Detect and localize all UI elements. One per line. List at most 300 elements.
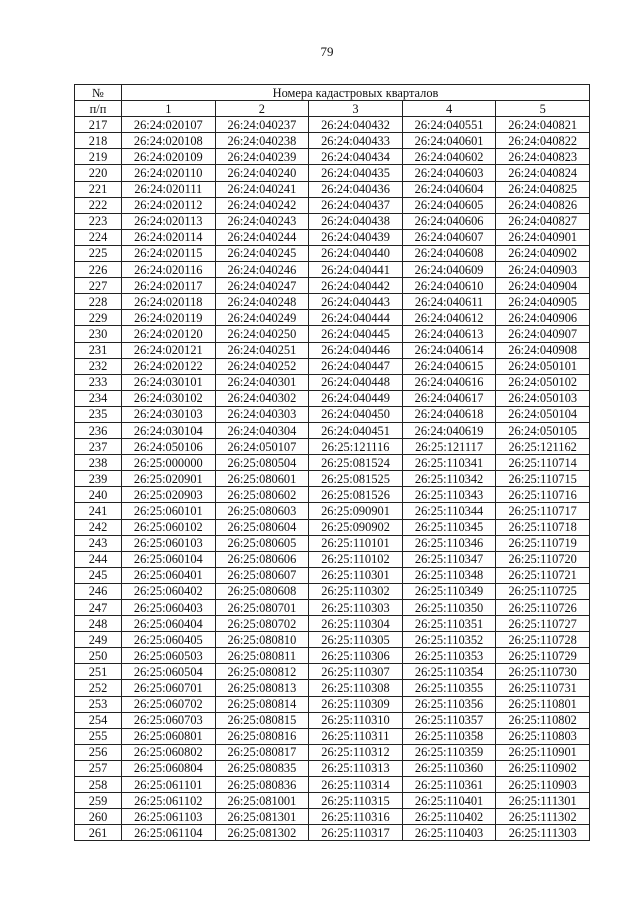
quarter-col-1: 26:25:060402	[122, 583, 216, 599]
row-number: 252	[75, 680, 122, 696]
quarter-col-5: 26:25:110719	[496, 535, 590, 551]
table-row	[75, 809, 590, 825]
quarter-col-2: 26:24:040239	[215, 149, 309, 165]
quarter-col-1: 26:25:060401	[122, 567, 216, 583]
quarter-col-2: 26:25:080605	[215, 535, 309, 551]
table-row	[75, 294, 590, 310]
quarter-col-3: 26:25:081526	[309, 487, 403, 503]
column-number-4: 4	[402, 101, 496, 117]
quarter-col-4: 26:25:110401	[402, 793, 496, 809]
quarter-col-2: 26:24:040302	[215, 390, 309, 406]
quarter-col-2: 26:24:040251	[215, 342, 309, 358]
quarter-col-3: 26:25:110302	[309, 583, 403, 599]
quarter-col-5: 26:25:110728	[496, 632, 590, 648]
header-row-top	[75, 85, 590, 101]
quarter-col-1: 26:24:020107	[122, 117, 216, 133]
quarter-col-1: 26:25:060703	[122, 712, 216, 728]
row-number: 223	[75, 213, 122, 229]
quarter-col-4: 26:24:040613	[402, 326, 496, 342]
quarter-col-1: 26:24:020112	[122, 197, 216, 213]
table-row	[75, 149, 590, 165]
quarter-col-3: 26:24:040440	[309, 245, 403, 261]
quarter-col-5: 26:25:111301	[496, 793, 590, 809]
table-row	[75, 358, 590, 374]
quarter-col-1: 26:25:060802	[122, 744, 216, 760]
quarter-col-4: 26:24:040612	[402, 310, 496, 326]
table-row	[75, 471, 590, 487]
quarter-col-4: 26:25:110345	[402, 519, 496, 535]
quarter-col-4: 26:24:040609	[402, 262, 496, 278]
row-number: 220	[75, 165, 122, 181]
quarter-col-1: 26:24:050106	[122, 439, 216, 455]
quarter-col-3: 26:24:040443	[309, 294, 403, 310]
quarter-col-4: 26:24:040614	[402, 342, 496, 358]
column-number-3: 3	[309, 101, 403, 117]
quarter-col-1: 26:25:061101	[122, 777, 216, 793]
quarter-col-1: 26:24:020114	[122, 229, 216, 245]
quarter-col-1: 26:25:060404	[122, 616, 216, 632]
cadastral-quarters-table	[74, 84, 590, 841]
quarter-col-3: 26:25:110305	[309, 632, 403, 648]
quarter-col-5: 26:25:110726	[496, 600, 590, 616]
row-number: 219	[75, 149, 122, 165]
quarter-col-3: 26:25:110301	[309, 567, 403, 583]
quarter-col-5: 26:25:110717	[496, 503, 590, 519]
quarter-col-2: 26:24:040304	[215, 422, 309, 438]
row-number: 255	[75, 728, 122, 744]
quarter-col-2: 26:24:040248	[215, 294, 309, 310]
quarter-col-3: 26:25:081524	[309, 455, 403, 471]
quarter-col-1: 26:24:020122	[122, 358, 216, 374]
quarter-col-1: 26:25:060104	[122, 551, 216, 567]
quarter-col-1: 26:24:020109	[122, 149, 216, 165]
row-number: 231	[75, 342, 122, 358]
quarter-col-4: 26:25:110403	[402, 825, 496, 841]
quarter-col-1: 26:25:060101	[122, 503, 216, 519]
quarter-col-4: 26:24:040601	[402, 133, 496, 149]
quarter-col-5: 26:25:110731	[496, 680, 590, 696]
quarter-col-3: 26:25:110317	[309, 825, 403, 841]
table-row	[75, 390, 590, 406]
quarter-col-5: 26:25:121162	[496, 439, 590, 455]
table-row	[75, 664, 590, 680]
quarter-col-5: 26:24:040901	[496, 229, 590, 245]
row-number: 243	[75, 535, 122, 551]
quarter-col-5: 26:24:040908	[496, 342, 590, 358]
quarter-col-4: 26:25:110361	[402, 777, 496, 793]
quarter-col-1: 26:24:030104	[122, 422, 216, 438]
quarter-col-4: 26:24:040610	[402, 278, 496, 294]
table-row	[75, 696, 590, 712]
quarter-col-5: 26:25:110718	[496, 519, 590, 535]
table-row	[75, 793, 590, 809]
quarter-col-5: 26:24:040826	[496, 197, 590, 213]
quarter-col-1: 26:25:060702	[122, 696, 216, 712]
table-row	[75, 422, 590, 438]
quarter-col-4: 26:24:040611	[402, 294, 496, 310]
table-row	[75, 181, 590, 197]
quarter-col-1: 26:25:060503	[122, 648, 216, 664]
quarter-col-2: 26:25:080608	[215, 583, 309, 599]
quarter-col-2: 26:24:040252	[215, 358, 309, 374]
quarter-col-3: 26:25:110307	[309, 664, 403, 680]
quarter-col-3: 26:25:110306	[309, 648, 403, 664]
quarter-col-1: 26:25:060102	[122, 519, 216, 535]
quarter-col-1: 26:24:020120	[122, 326, 216, 342]
quarter-col-2: 26:24:040244	[215, 229, 309, 245]
quarter-col-2: 26:24:040238	[215, 133, 309, 149]
quarter-col-4: 26:25:110402	[402, 809, 496, 825]
row-number: 261	[75, 825, 122, 841]
quarter-col-3: 26:25:110313	[309, 760, 403, 776]
quarter-col-3: 26:25:110316	[309, 809, 403, 825]
quarter-col-1: 26:25:060504	[122, 664, 216, 680]
quarter-col-5: 26:24:040902	[496, 245, 590, 261]
quarter-col-1: 26:25:020903	[122, 487, 216, 503]
quarter-col-4: 26:25:110360	[402, 760, 496, 776]
table-row	[75, 551, 590, 567]
row-number: 257	[75, 760, 122, 776]
row-number: 218	[75, 133, 122, 149]
quarter-col-2: 26:24:040246	[215, 262, 309, 278]
quarter-col-4: 26:25:110344	[402, 503, 496, 519]
row-number: 256	[75, 744, 122, 760]
row-number: 227	[75, 278, 122, 294]
table-row	[75, 519, 590, 535]
quarter-col-2: 26:24:040303	[215, 406, 309, 422]
row-number: 250	[75, 648, 122, 664]
table-row	[75, 760, 590, 776]
quarter-col-2: 26:25:080816	[215, 728, 309, 744]
table-row	[75, 262, 590, 278]
row-number: 221	[75, 181, 122, 197]
row-number: 235	[75, 406, 122, 422]
quarter-col-3: 26:24:040434	[309, 149, 403, 165]
row-number: 251	[75, 664, 122, 680]
table-row	[75, 728, 590, 744]
quarter-col-4: 26:24:040619	[402, 422, 496, 438]
row-number: 232	[75, 358, 122, 374]
quarter-col-3: 26:24:040444	[309, 310, 403, 326]
row-number: 244	[75, 551, 122, 567]
quarter-col-3: 26:25:110308	[309, 680, 403, 696]
header-row-bottom	[75, 101, 590, 117]
quarter-col-5: 26:25:110720	[496, 551, 590, 567]
row-number: 229	[75, 310, 122, 326]
table-row	[75, 439, 590, 455]
quarter-col-2: 26:25:080603	[215, 503, 309, 519]
quarter-col-3: 26:24:040447	[309, 358, 403, 374]
quarter-col-2: 26:25:080812	[215, 664, 309, 680]
quarter-col-3: 26:25:110314	[309, 777, 403, 793]
quarter-col-4: 26:25:110343	[402, 487, 496, 503]
quarter-col-3: 26:24:040439	[309, 229, 403, 245]
quarter-col-3: 26:25:081525	[309, 471, 403, 487]
table-row	[75, 310, 590, 326]
quarter-col-4: 26:25:110347	[402, 551, 496, 567]
quarter-col-3: 26:25:110101	[309, 535, 403, 551]
quarter-col-5: 26:25:110716	[496, 487, 590, 503]
quarter-col-5: 26:25:110721	[496, 567, 590, 583]
quarter-col-3: 26:24:040433	[309, 133, 403, 149]
quarter-col-4: 26:24:040607	[402, 229, 496, 245]
quarter-col-2: 26:25:080814	[215, 696, 309, 712]
quarter-col-3: 26:24:040436	[309, 181, 403, 197]
quarter-col-2: 26:24:040237	[215, 117, 309, 133]
table-row	[75, 455, 590, 471]
quarter-col-4: 26:25:110359	[402, 744, 496, 760]
table-row	[75, 616, 590, 632]
num-header-bottom: п/п	[75, 101, 122, 117]
column-number-5: 5	[496, 101, 590, 117]
quarter-col-2: 26:25:080504	[215, 455, 309, 471]
quarter-col-4: 26:24:040603	[402, 165, 496, 181]
quarter-col-4: 26:24:040616	[402, 374, 496, 390]
quarter-col-5: 26:24:050104	[496, 406, 590, 422]
quarter-col-2: 26:24:040242	[215, 197, 309, 213]
quarter-col-3: 26:24:040438	[309, 213, 403, 229]
table-row	[75, 278, 590, 294]
quarter-col-5: 26:24:040905	[496, 294, 590, 310]
quarter-col-5: 26:24:040823	[496, 149, 590, 165]
row-number: 222	[75, 197, 122, 213]
quarter-col-5: 26:25:110902	[496, 760, 590, 776]
quarter-col-4: 26:24:040608	[402, 245, 496, 261]
quarter-col-3: 26:24:040448	[309, 374, 403, 390]
row-number: 224	[75, 229, 122, 245]
quarter-col-1: 26:25:061102	[122, 793, 216, 809]
table-row	[75, 374, 590, 390]
table-row	[75, 165, 590, 181]
quarter-col-4: 26:25:110342	[402, 471, 496, 487]
quarter-col-5: 26:24:040824	[496, 165, 590, 181]
row-number: 246	[75, 583, 122, 599]
table-row	[75, 245, 590, 261]
table-row	[75, 213, 590, 229]
quarter-col-4: 26:24:040602	[402, 149, 496, 165]
quarter-col-4: 26:25:121117	[402, 439, 496, 455]
row-number: 237	[75, 439, 122, 455]
quarter-col-2: 26:24:040240	[215, 165, 309, 181]
quarter-col-4: 26:25:110350	[402, 600, 496, 616]
column-number-1: 1	[122, 101, 216, 117]
quarter-col-2: 26:24:040301	[215, 374, 309, 390]
quarter-col-5: 26:25:110715	[496, 471, 590, 487]
quarter-col-5: 26:25:111303	[496, 825, 590, 841]
quarter-col-3: 26:25:110309	[309, 696, 403, 712]
quarter-col-2: 26:24:040243	[215, 213, 309, 229]
table-row	[75, 503, 590, 519]
table-row	[75, 744, 590, 760]
page-number: 79	[320, 44, 334, 59]
quarter-col-5: 26:24:040822	[496, 133, 590, 149]
quarter-col-4: 26:25:110358	[402, 728, 496, 744]
quarter-col-4: 26:25:110357	[402, 712, 496, 728]
row-number: 260	[75, 809, 122, 825]
quarter-col-2: 26:25:080815	[215, 712, 309, 728]
quarter-col-2: 26:25:080811	[215, 648, 309, 664]
table-row	[75, 600, 590, 616]
quarter-col-1: 26:25:020901	[122, 471, 216, 487]
quarter-col-1: 26:24:020117	[122, 278, 216, 294]
quarter-col-1: 26:24:020110	[122, 165, 216, 181]
quarter-col-4: 26:25:110341	[402, 455, 496, 471]
quarter-col-4: 26:25:110354	[402, 664, 496, 680]
quarter-col-3: 26:24:040451	[309, 422, 403, 438]
quarter-col-1: 26:24:030101	[122, 374, 216, 390]
quarter-col-4: 26:24:040551	[402, 117, 496, 133]
quarter-col-4: 26:25:110355	[402, 680, 496, 696]
quarter-col-1: 26:24:020121	[122, 342, 216, 358]
quarter-col-2: 26:25:080810	[215, 632, 309, 648]
quarter-col-5: 26:24:050105	[496, 422, 590, 438]
quarter-col-2: 26:25:080606	[215, 551, 309, 567]
quarter-col-2: 26:25:080702	[215, 616, 309, 632]
quarter-col-1: 26:25:060405	[122, 632, 216, 648]
row-number: 233	[75, 374, 122, 390]
quarter-col-3: 26:24:040437	[309, 197, 403, 213]
group-header: Номера кадастровых кварталов	[122, 85, 590, 101]
table-row	[75, 567, 590, 583]
quarter-col-2: 26:25:080601	[215, 471, 309, 487]
quarter-col-3: 26:24:040442	[309, 278, 403, 294]
quarter-col-2: 26:25:080836	[215, 777, 309, 793]
row-number: 253	[75, 696, 122, 712]
quarter-col-2: 26:24:050107	[215, 439, 309, 455]
quarter-col-3: 26:25:090901	[309, 503, 403, 519]
row-number: 230	[75, 326, 122, 342]
row-number: 245	[75, 567, 122, 583]
quarter-col-5: 26:24:040827	[496, 213, 590, 229]
quarter-col-1: 26:24:020116	[122, 262, 216, 278]
quarter-col-2: 26:25:081001	[215, 793, 309, 809]
quarter-col-1: 26:24:020111	[122, 181, 216, 197]
quarter-col-1: 26:25:060801	[122, 728, 216, 744]
quarter-col-5: 26:25:110801	[496, 696, 590, 712]
table-row	[75, 825, 590, 841]
row-number: 249	[75, 632, 122, 648]
quarter-col-3: 26:24:040432	[309, 117, 403, 133]
row-number: 239	[75, 471, 122, 487]
quarter-col-4: 26:24:040604	[402, 181, 496, 197]
row-number: 225	[75, 245, 122, 261]
quarter-col-2: 26:25:081302	[215, 825, 309, 841]
row-number: 217	[75, 117, 122, 133]
quarter-col-3: 26:25:110312	[309, 744, 403, 760]
quarter-col-1: 26:24:020115	[122, 245, 216, 261]
quarter-col-3: 26:24:040441	[309, 262, 403, 278]
table-row	[75, 133, 590, 149]
table-body	[75, 117, 590, 841]
table-row	[75, 117, 590, 133]
row-number: 228	[75, 294, 122, 310]
row-number: 248	[75, 616, 122, 632]
quarter-col-4: 26:25:110351	[402, 616, 496, 632]
quarter-col-4: 26:25:110348	[402, 567, 496, 583]
row-number: 254	[75, 712, 122, 728]
quarter-col-2: 26:25:081301	[215, 809, 309, 825]
quarter-col-1: 26:25:000000	[122, 455, 216, 471]
quarter-col-3: 26:25:110310	[309, 712, 403, 728]
quarter-col-4: 26:25:110356	[402, 696, 496, 712]
column-number-2: 2	[215, 101, 309, 117]
row-number: 241	[75, 503, 122, 519]
quarter-col-4: 26:25:110349	[402, 583, 496, 599]
quarter-col-3: 26:25:110303	[309, 600, 403, 616]
quarter-col-2: 26:25:080604	[215, 519, 309, 535]
quarter-col-1: 26:25:060804	[122, 760, 216, 776]
quarter-col-5: 26:24:050102	[496, 374, 590, 390]
quarter-col-1: 26:24:030103	[122, 406, 216, 422]
quarter-col-2: 26:24:040247	[215, 278, 309, 294]
table-row	[75, 648, 590, 664]
row-number: 259	[75, 793, 122, 809]
quarter-col-5: 26:24:040904	[496, 278, 590, 294]
quarter-col-5: 26:25:110802	[496, 712, 590, 728]
quarter-col-5: 26:25:110729	[496, 648, 590, 664]
row-number: 226	[75, 262, 122, 278]
table-row	[75, 406, 590, 422]
quarter-col-3: 26:24:040446	[309, 342, 403, 358]
quarter-col-2: 26:25:080602	[215, 487, 309, 503]
table-row	[75, 342, 590, 358]
quarter-col-1: 26:25:061104	[122, 825, 216, 841]
quarter-col-3: 26:25:110311	[309, 728, 403, 744]
table-row	[75, 680, 590, 696]
quarter-col-1: 26:25:060103	[122, 535, 216, 551]
quarter-col-2: 26:24:040250	[215, 326, 309, 342]
table-row	[75, 583, 590, 599]
row-number: 240	[75, 487, 122, 503]
row-number: 234	[75, 390, 122, 406]
quarter-col-5: 26:25:110730	[496, 664, 590, 680]
quarter-col-2: 26:25:080817	[215, 744, 309, 760]
quarter-col-1: 26:25:060701	[122, 680, 216, 696]
table-row	[75, 535, 590, 551]
table-row	[75, 326, 590, 342]
quarter-col-4: 26:25:110346	[402, 535, 496, 551]
quarter-col-3: 26:25:110315	[309, 793, 403, 809]
table-row	[75, 712, 590, 728]
quarter-col-4: 26:25:110352	[402, 632, 496, 648]
quarter-col-2: 26:25:080701	[215, 600, 309, 616]
quarter-col-5: 26:24:050103	[496, 390, 590, 406]
quarter-col-4: 26:24:040617	[402, 390, 496, 406]
quarter-col-1: 26:24:020118	[122, 294, 216, 310]
num-header-top: №	[75, 85, 122, 101]
quarter-col-4: 26:24:040605	[402, 197, 496, 213]
quarter-col-5: 26:24:040903	[496, 262, 590, 278]
quarter-col-1: 26:24:020113	[122, 213, 216, 229]
quarter-col-3: 26:24:040445	[309, 326, 403, 342]
table-row	[75, 197, 590, 213]
quarter-col-5: 26:25:110903	[496, 777, 590, 793]
table-row	[75, 229, 590, 245]
quarter-col-5: 26:25:111302	[496, 809, 590, 825]
quarter-col-2: 26:24:040249	[215, 310, 309, 326]
quarter-col-5: 26:24:040907	[496, 326, 590, 342]
quarter-col-1: 26:24:020108	[122, 133, 216, 149]
quarter-col-1: 26:25:060403	[122, 600, 216, 616]
row-number: 236	[75, 422, 122, 438]
row-number: 247	[75, 600, 122, 616]
quarter-col-3: 26:25:090902	[309, 519, 403, 535]
quarter-col-3: 26:24:040449	[309, 390, 403, 406]
quarter-col-5: 26:24:040825	[496, 181, 590, 197]
quarter-col-4: 26:24:040606	[402, 213, 496, 229]
quarter-col-5: 26:24:040906	[496, 310, 590, 326]
quarter-col-2: 26:25:080607	[215, 567, 309, 583]
